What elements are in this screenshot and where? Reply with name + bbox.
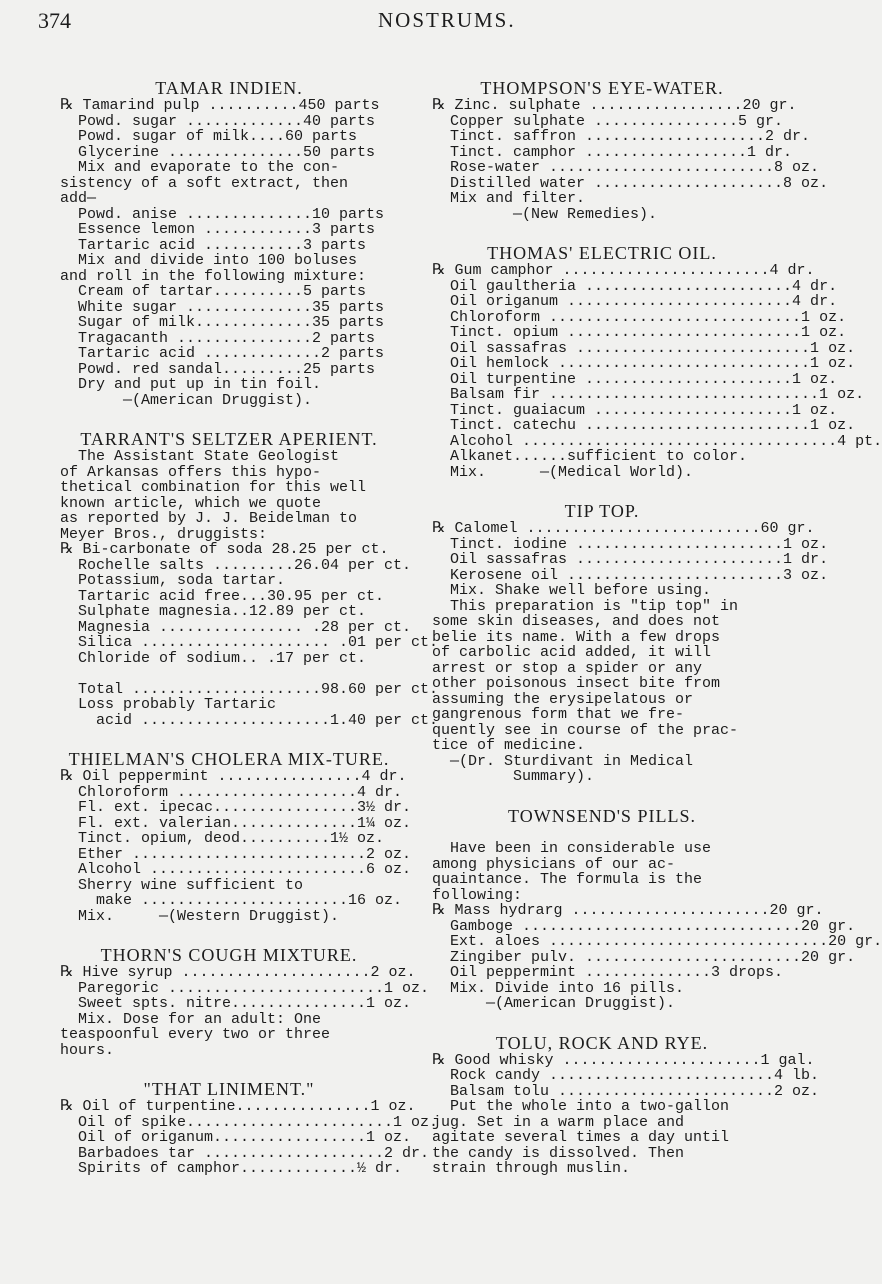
recipe-line: Powd. anise ..............10 parts <box>60 205 385 223</box>
right-column <box>432 78 882 1198</box>
recipe-line: Mix. Dose for an adult: One <box>60 1010 322 1028</box>
recipe-thompson-s-eye-water <box>432 78 829 223</box>
recipe-line: Mix. —(Medical World). <box>432 463 694 481</box>
recipe-line: make .......................16 oz. <box>60 892 403 909</box>
recipe-line: ℞ Oil of turpentine...............1 oz. <box>60 1098 416 1115</box>
recipe-line: Barbadoes tar ....................2 dr. <box>60 1144 430 1162</box>
recipe-line: Alcohol ........................6 oz. <box>60 861 412 878</box>
recipe-line: Oil sassafras ..........................1 oz. <box>432 339 856 357</box>
recipe-line: sistency of a soft extract, then <box>60 174 349 192</box>
recipe-line: known article, which we quote <box>60 494 322 512</box>
recipe-line: Powd. sugar of milk....60 parts <box>60 128 358 145</box>
recipe-line: ℞ Good whisky ......................1 gal. <box>432 1051 815 1069</box>
recipe-tip-top <box>432 501 829 785</box>
recipe-line: thetical combination for this well <box>60 479 367 496</box>
recipe-line: Tartaric acid .............2 parts <box>60 345 385 362</box>
recipe-line: Mix and filter. <box>432 190 586 207</box>
recipe-line: Put the whole into a two-gallon <box>432 1098 730 1115</box>
recipe-title: TARRANT'S SELTZER APERIENT. <box>80 429 378 449</box>
recipe-line: Tragacanth ...............2 parts <box>60 329 376 347</box>
left-column <box>60 78 439 1198</box>
recipe-line: Rock candy .........................4 lb. <box>432 1067 820 1084</box>
recipe-line: some skin diseases, and does not <box>432 613 721 630</box>
recipe-line: Dry and put up in tin foil. <box>60 376 322 393</box>
recipe-line: Spirits of camphor.............½ dr. <box>60 1160 403 1177</box>
recipe-line: Cream of tartar..........5 parts <box>60 283 367 300</box>
recipe-line: Mix and evaporate to the con- <box>60 159 340 176</box>
recipe-line: Essence lemon ............3 parts <box>60 221 376 238</box>
recipe-line: ℞ Hive syrup .....................2 oz. <box>60 964 416 981</box>
recipe-line: ℞ Zinc. sulphate .................20 gr. <box>432 97 797 114</box>
recipe-line: Silica ..................... .01 per ct. <box>60 634 439 651</box>
recipe-line: Meyer Bros., druggists: <box>60 525 268 543</box>
recipe-line: agitate several times a day until <box>432 1129 730 1146</box>
recipe-line: ℞ Bi-carbonate of soda 28.25 per ct. <box>60 541 389 558</box>
recipe-line: following: <box>432 886 523 904</box>
recipe-line: of Arkansas offers this hypo- <box>60 463 322 481</box>
recipe-line: Fl. ext. ipecac................3½ dr. <box>60 799 412 816</box>
recipe-line: Oil peppermint ..............3 drops. <box>432 964 784 981</box>
recipe-line: other poisonous insect bite from <box>432 675 721 692</box>
recipe-line: strain through muslin. <box>432 1160 631 1177</box>
recipe-title: TOWNSEND'S PILLS. <box>508 805 696 826</box>
recipe-line: The Assistant State Geologist <box>60 448 340 465</box>
recipe-title: THOMPSON'S EYE-WATER. <box>480 78 724 98</box>
recipe-line: Tinct. catechu .........................1 oz. <box>432 417 856 434</box>
recipe-line: Tartaric acid free...30.95 per ct. <box>60 587 385 605</box>
recipe-title: TIP TOP. <box>564 501 640 521</box>
recipe-title: THORN'S COUGH MIXTURE. <box>100 945 358 965</box>
recipe-line: Chloroform ....................4 dr. <box>60 783 403 801</box>
recipe-line: Potassium, soda tartar. <box>60 572 286 589</box>
recipe-line: acid .....................1.40 per ct. <box>60 711 439 729</box>
recipe-line: as reported by J. J. Beidelman to <box>60 510 358 527</box>
recipe-line: Tinct. camphor ..................1 dr. <box>432 143 793 161</box>
recipe-line: arrest or stop a spider or any <box>432 659 703 677</box>
recipe-tarrant-s-seltzer-aperient <box>60 429 439 729</box>
recipe-line: —(New Remedies). <box>432 205 658 223</box>
page-number: 374 <box>38 8 71 33</box>
recipe-line: Gamboge ...............................20 gr. <box>432 917 856 935</box>
recipe-line: Copper sulphate ................5 gr. <box>432 112 784 130</box>
recipe-line: Ext. aloes ...............................20 gr. <box>432 933 882 950</box>
recipe-line: This preparation is "tip top" in <box>432 597 739 615</box>
recipe-line: Mix and divide into 100 boluses <box>60 252 358 269</box>
recipe-line: Zingiber pulv. ........................20 gr. <box>432 948 856 966</box>
recipe-line: —(American Druggist). <box>432 995 676 1012</box>
recipe-line: Balsam tolu ........................2 oz. <box>432 1082 820 1100</box>
recipe-line: Alkanet......sufficient to color. <box>432 448 748 465</box>
recipe-line: Sulphate magnesia..12.89 per ct. <box>60 603 367 620</box>
recipe-line: Mix. Shake well before using. <box>432 582 712 599</box>
recipe-line: Sugar of milk.............35 parts <box>60 314 385 331</box>
recipe-line: ℞ Gum camphor .......................4 dr. <box>432 262 815 279</box>
recipe-line: Sweet spts. nitre...............1 oz. <box>60 995 412 1012</box>
recipe-line: jug. Set in a warm place and <box>432 1113 685 1131</box>
recipe-line: Rochelle salts .........26.04 per ct. <box>60 556 412 574</box>
recipe-line: ℞ Mass hydrarg ......................20 gr. <box>432 902 824 919</box>
recipe-tolu-rock-and-rye <box>432 1032 820 1177</box>
recipe-line: Chloride of sodium.. .17 per ct. <box>60 649 367 667</box>
recipe-line: Tartaric acid ...........3 parts <box>60 236 367 254</box>
recipe-line: belie its name. With a few drops <box>432 628 721 646</box>
recipe-line: Distilled water .....................8 oz. <box>432 174 829 192</box>
recipe-line: Oil origanum .........................4 dr. <box>432 293 838 310</box>
recipe-line <box>60 666 398 682</box>
recipe-line: Tinct. iodine .......................1 oz. <box>432 535 829 553</box>
recipe-line: hours. <box>60 1041 115 1059</box>
recipe-line: Fl. ext. valerian..............1¼ oz. <box>60 814 412 832</box>
recipe-title: TAMAR INDIEN. <box>155 78 303 98</box>
recipe-line: Tinct. guaiacum ......................1 oz. <box>432 401 838 419</box>
recipe-line: Kerosene oil ........................3 oz. <box>432 566 829 584</box>
recipe-title: THIELMAN'S CHOLERA MIX-TURE. <box>68 749 390 769</box>
recipe-line: among physicians of our ac- <box>432 855 676 873</box>
recipe-line: add— <box>60 190 97 207</box>
recipe-line: of carbolic acid added, it will <box>432 644 712 661</box>
recipe-line: Have been in considerable use <box>432 840 712 857</box>
recipe-line: Oil of spike.......................1 oz. <box>60 1113 439 1131</box>
recipe-line: quaintance. The formula is the <box>432 871 703 888</box>
recipe-line: Rose-water .........................8 oz. <box>432 159 820 176</box>
recipe-title: "THAT LINIMENT." <box>143 1079 315 1099</box>
running-title: NOSTRUMS. <box>378 8 516 32</box>
recipe-tamar-indien <box>60 78 398 408</box>
recipe-title: TOLU, ROCK AND RYE. <box>495 1032 709 1053</box>
recipe-line: Magnesia ................ .28 per ct. <box>60 618 412 636</box>
recipe-line: ℞ Oil peppermint ................4 dr. <box>60 768 407 785</box>
recipe-line: Alcohol ...................................4 pt. <box>432 432 882 450</box>
recipe-line: —(Dr. Sturdivant in Medical <box>432 752 694 770</box>
page-header <box>38 8 798 38</box>
recipe-line: Powd. red sandal.........25 parts <box>60 360 376 378</box>
recipe-line: Tinct. opium, deod..........1½ oz. <box>60 830 385 847</box>
recipe-line: ℞ Tamarind pulp ..........450 parts <box>60 97 380 114</box>
recipe-thorn-s-cough-mixture <box>60 945 430 1059</box>
recipe-line: Paregoric ........................1 oz. <box>60 979 430 997</box>
recipe-line: quently see in course of the prac- <box>432 721 739 739</box>
recipe-line: Oil gaultheria .......................4 dr. <box>432 277 838 295</box>
recipe-line: Balsam fir ..............................1 oz. <box>432 386 865 403</box>
recipe-line: and roll in the following mixture: <box>60 267 367 285</box>
recipe-line: Tinct. saffron ....................2 dr. <box>432 128 811 145</box>
recipe-line: Oil sassafras .......................1 dr. <box>432 551 829 568</box>
recipe-title: THOMAS' ELECTRIC OIL. <box>487 243 717 263</box>
recipe-line: Total .....................98.60 per ct. <box>60 680 439 698</box>
recipe-line: Oil turpentine .......................1 oz. <box>432 370 838 388</box>
recipe-line: Mix. Divide into 16 pills. <box>432 979 685 997</box>
recipe-line: Loss probably Tartaric <box>60 696 277 713</box>
recipe-line: tice of medicine. <box>432 737 586 754</box>
recipe-townsend-s-pills <box>432 805 882 1012</box>
recipe-line: assuming the erysipelatous or <box>432 690 694 708</box>
recipe-line: Ether ..........................2 oz. <box>60 845 412 863</box>
recipe-line: Powd. sugar .............40 parts <box>60 112 376 130</box>
recipe-line: ℞ Calomel ..........................60 gr. <box>432 520 815 537</box>
recipe-line: gangrenous form that we fre- <box>432 706 685 723</box>
recipe-line: Glycerine ...............50 parts <box>60 143 376 161</box>
recipe-line: Chloroform ............................1 oz. <box>432 308 847 326</box>
recipe-line: Mix. —(Western Druggist). <box>60 907 340 925</box>
recipe-line: Oil of origanum.................1 oz. <box>60 1129 412 1146</box>
recipe-line <box>432 826 772 842</box>
recipe-line: teaspoonful every two or three <box>60 1026 331 1043</box>
recipe-that-liniment <box>60 1079 439 1177</box>
recipe-thomas-electric-oil <box>432 243 882 481</box>
recipe-line: White sugar ..............35 parts <box>60 298 385 316</box>
recipe-line: Oil hemlock ............................1 oz. <box>432 355 856 372</box>
recipe-line: the candy is dissolved. Then <box>432 1144 685 1162</box>
recipe-line: —(American Druggist). <box>60 391 313 409</box>
recipe-thielman-s-cholera-mix-ture <box>60 749 412 925</box>
recipe-line: Summary). <box>432 768 595 785</box>
recipe-line: Tinct. opium ..........................1 oz. <box>432 324 847 341</box>
recipe-line: Sherry wine sufficient to <box>60 876 304 894</box>
